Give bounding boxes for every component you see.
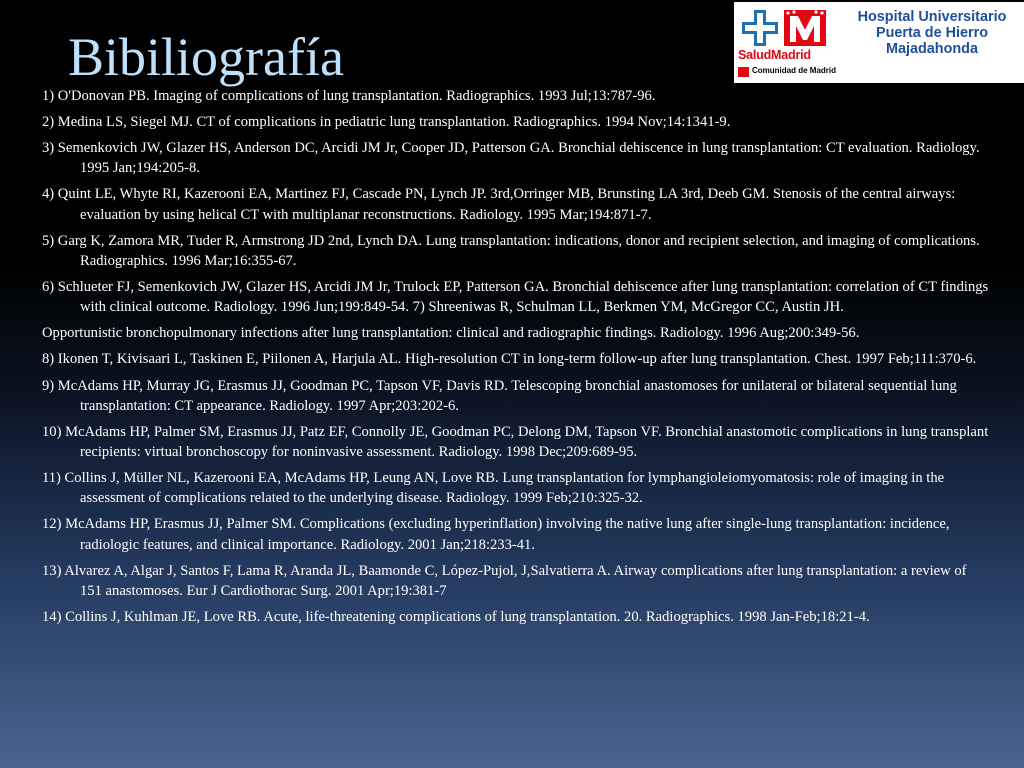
reference-item: 2) Medina LS, Siegel MJ. CT of complications in pediatric lung transplantation. Radiographics. 1994 Nov;14:1341-9. xyxy=(42,114,731,131)
salud-madrid-wordmark: SaludMadrid xyxy=(738,48,811,62)
reference-item: 4) Quint LE, Whyte RI, Kazerooni EA, Martinez FJ, Cascade PN, Lynch JP. 3rd,Orringer MB, Brunsting LA 3rd, Deeb GM. Stenosis of the central airways: evaluation by using helical CT with multiplanar reconstructions. Radiology. 1995 Mar;194:871-7. xyxy=(42,186,956,223)
reference-item: 3) Semenkovich JW, Glazer HS, Anderson DC, Arcidi JM Jr, Cooper JD, Patterson GA. Bronchial dehiscence in lung transplantation: CT evaluation. Radiology. 1995 Jan;194:205-8. xyxy=(42,140,980,177)
hospital-name-line2: Puerta de Hierro xyxy=(876,25,988,41)
reference-item: 10) McAdams HP, Palmer SM, Erasmus JJ, Patz EF, Connolly JE, Goodman PC, Delong DM, Tapson VF. Bronchial anastomotic complications in lung transplant recipients: virtual bronchoscopy for noninvasive assessment. Radiology. 1998 Dec;209:689-95. xyxy=(42,423,989,461)
hospital-name-line3: Majadahonda xyxy=(886,41,978,57)
reference-item: 8) Ikonen T, Kivisaari L, Taskinen E, Piilonen A, Harjula AL. High-resolution CT in long-term follow-up after lung transplantation. Chest. 1997 Feb;111:370-6. xyxy=(42,351,977,368)
slide-title: Bibiliografía xyxy=(68,27,344,87)
reference-item: 11) Collins J, Müller NL, Kazerooni EA, McAdams HP, Leung AN, Love RB. Lung transplantation for lymphangioleiomyomatosis: role of imaging in the assessment of complications related to the underlying disease. Radiology. 1999 Feb;210:325-32. xyxy=(42,470,945,507)
reference-item: 13) Alvarez A, Algar J, Santos F, Lama R, Aranda JL, Baamonde C, López-Pujol, J,Salvatierra A. Airway complications after lung transplantation: a review of 151 anastomoses. Eur J Cardiothorac Surg. 2001 Apr;19:381-7 xyxy=(42,562,967,599)
reference-item: 6) Schlueter FJ, Semenkovich JW, Glazer HS, Arcidi JM Jr, Trulock EP, Patterson GA. Bronchial dehiscence after lung transplantation: correlation of CT findings with clinical outcome. Radiology. 1996 Jun;199:849-54. 7) Shreeniwas R, Schulman LL, Berkmen YM, McGregor CC, Austin JH. xyxy=(42,279,989,316)
comunidad-madrid-icon xyxy=(738,67,749,77)
reference-item: 9) McAdams HP, Murray JG, Erasmus JJ, Goodman PC, Tapson VF, Davis RD. Telescoping bronchial anastomoses for unilateral or bilateral sequential lung transplantation: CT appearance. Radiology. 1997 Apr;203:202-6. xyxy=(42,377,957,414)
reference-list xyxy=(42,86,992,633)
hospital-logo xyxy=(734,2,1024,83)
reference-item: Opportunistic bronchopulmonary infections after lung transplantation: clinical and radiographic findings. Radiology. 1996 Aug;200:349-56. xyxy=(42,325,860,342)
reference-item: 5) Garg K, Zamora MR, Tuder R, Armstrong JD 2nd, Lynch DA. Lung transplantation: indications, donor and recipient selection, and imaging of complications. Radiographics. 1996 Mar;16:355-67. xyxy=(42,232,980,269)
hospital-name-line1: Hospital Universitario xyxy=(857,9,1007,25)
reference-item: 14) Collins J, Kuhlman JE, Love RB. Acute, life-threatening complications of lung transplantation. 20. Radiographics. 1998 Jan-Feb;18:21-4. xyxy=(42,609,870,626)
salud-madrid-logo-icon xyxy=(740,8,830,48)
comunidad-label: Comunidad de Madrid xyxy=(752,66,836,75)
reference-item: 12) McAdams HP, Erasmus JJ, Palmer SM. Complications (excluding hyperinflation) involving the native lung after single-lung transplantation: incidence, radiologic features, and clinical importance. Radiology. 2001 Jan;218:233-41. xyxy=(42,516,950,553)
reference-item: 1) O'Donovan PB. Imaging of complications of lung transplantation. Radiographics. 1993 Jul;13:787-96. xyxy=(42,88,656,104)
hospital-name xyxy=(842,9,1022,57)
